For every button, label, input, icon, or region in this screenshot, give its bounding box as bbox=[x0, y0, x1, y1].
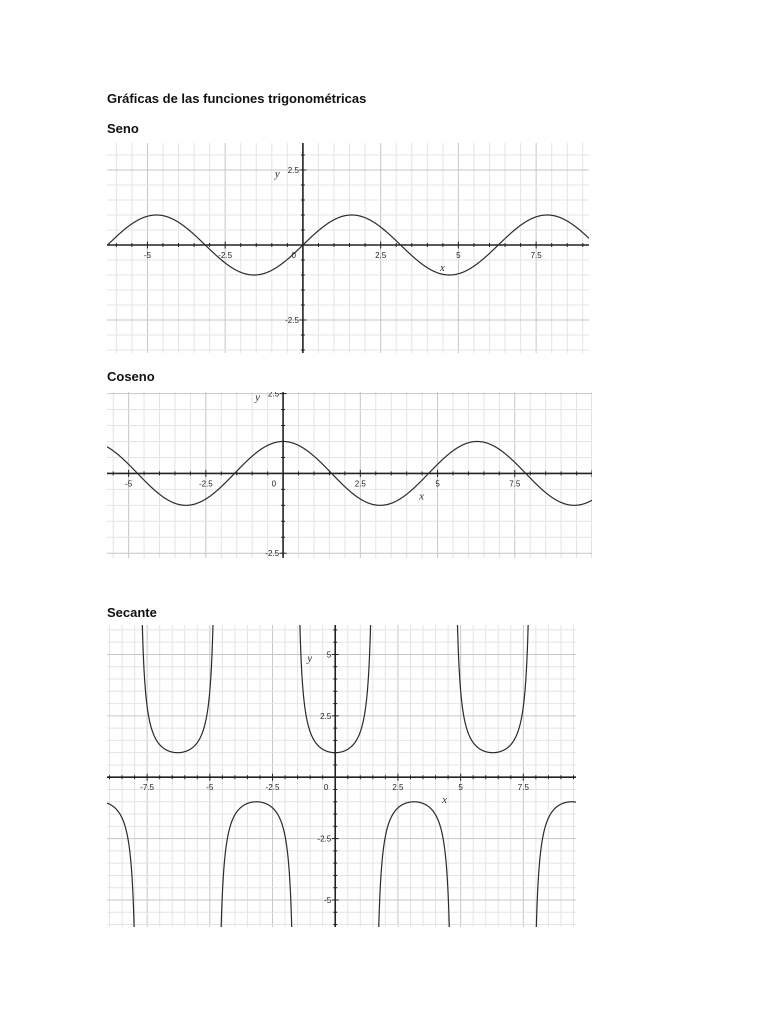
x-tick-label: 5 bbox=[435, 479, 440, 489]
section-heading-seno: Seno bbox=[107, 121, 139, 136]
grid bbox=[107, 143, 589, 353]
x-tick-label: 2.5 bbox=[392, 783, 404, 793]
chart-secante bbox=[107, 625, 576, 927]
y-tick-label: 5 bbox=[326, 650, 332, 660]
x-tick-label: 0 bbox=[291, 251, 296, 260]
x-tick-label: 0 bbox=[271, 479, 277, 489]
grid bbox=[107, 625, 576, 927]
x-tick-label: -5 bbox=[206, 783, 214, 793]
x-tick-label: -2.5 bbox=[198, 479, 213, 489]
section-heading-coseno: Coseno bbox=[107, 369, 155, 384]
y-axis-label: y bbox=[255, 392, 260, 404]
x-tick-label: 7.5 bbox=[530, 251, 542, 260]
y-tick-label: 2.5 bbox=[287, 166, 299, 175]
x-tick-label: -2.5 bbox=[218, 251, 233, 260]
x-tick-label: -7.5 bbox=[140, 783, 155, 793]
document-title: Gráficas de las funciones trigonométricas bbox=[107, 91, 367, 106]
x-tick-label: -5 bbox=[143, 251, 151, 260]
x-axis-label: x bbox=[442, 794, 448, 807]
x-tick-label: 7.5 bbox=[509, 479, 521, 489]
x-tick-label: 7.5 bbox=[517, 783, 529, 793]
x-tick-label: 0 bbox=[323, 783, 329, 793]
x-tick-label: 2.5 bbox=[375, 251, 387, 260]
x-tick-label: 5 bbox=[458, 783, 463, 793]
x-tick-label: 2.5 bbox=[354, 479, 366, 489]
y-tick-label: -2.5 bbox=[265, 549, 280, 558]
x-axis-label: x bbox=[419, 490, 424, 503]
chart-seno bbox=[107, 143, 589, 353]
x-tick-label: -2.5 bbox=[265, 783, 280, 793]
y-tick-label: -2.5 bbox=[285, 316, 299, 325]
grid bbox=[107, 392, 592, 558]
x-axis-label: x bbox=[439, 262, 445, 274]
section-heading-secante: Secante bbox=[107, 605, 157, 620]
chart-coseno bbox=[107, 392, 592, 558]
y-tick-label: 2.5 bbox=[320, 711, 332, 721]
curve-secante bbox=[107, 625, 576, 927]
y-axis-label: y bbox=[307, 652, 313, 665]
x-tick-label: -5 bbox=[125, 479, 133, 489]
y-tick-label: -5 bbox=[324, 895, 332, 905]
y-axis-label: y bbox=[274, 168, 280, 180]
y-tick-label: -2.5 bbox=[317, 834, 332, 844]
x-tick-label: 5 bbox=[456, 251, 461, 260]
y-tick-label: 2.5 bbox=[267, 392, 280, 399]
